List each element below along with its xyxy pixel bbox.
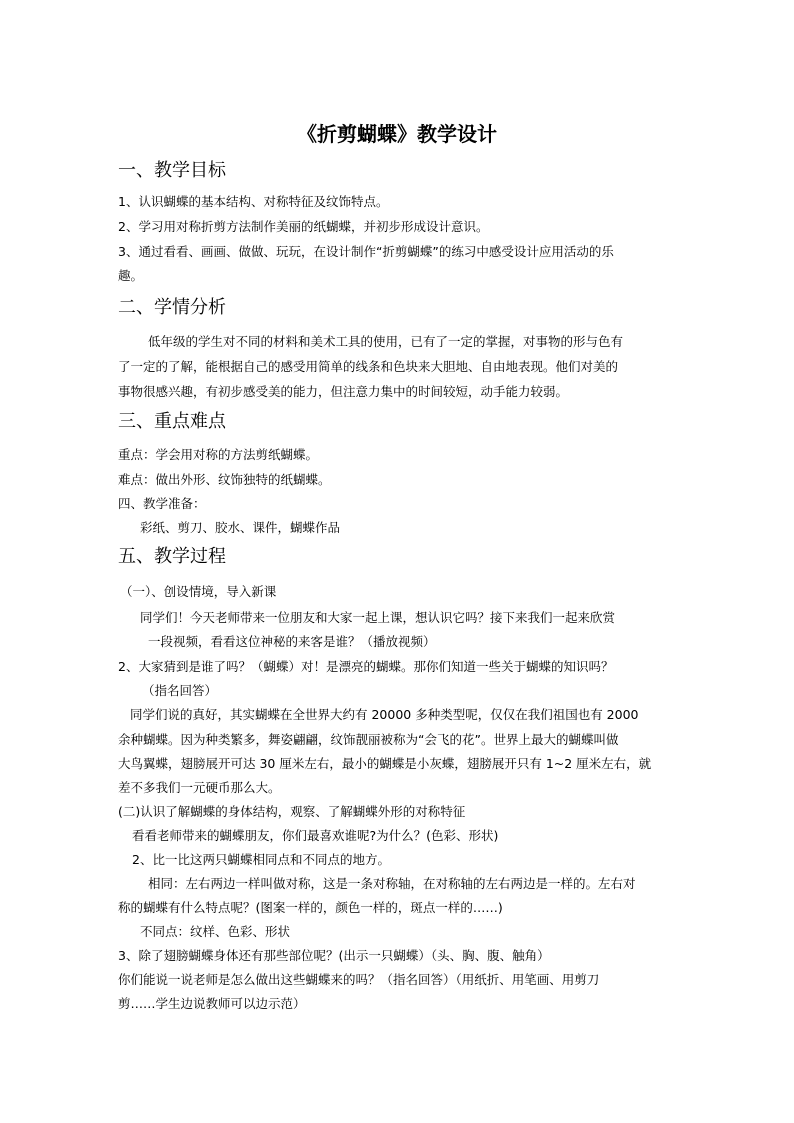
goal-line-3a: 3、通过看看、画画、做做、玩玩，在设计制作“折剪蝴蝶”的练习中感受设计应用活动的乐 — [118, 244, 614, 259]
process-line-6: 同学们说的真好，其实蝴蝶在全世界大约有 20000 多种类型呢，仅仅在我们祖国也有 2000 — [130, 707, 639, 722]
prep-heading: 四、教学准备： — [118, 496, 206, 511]
prep-items: 彩纸、剪刀、胶水、课件，蝴蝶作品 — [140, 520, 341, 535]
process-line-3: 一段视频，看看这位神秘的来客是谁？（播放视频） — [148, 634, 436, 649]
key-line-2: 难点：做出外形、纹饰独特的纸蝴蝶。 — [118, 472, 331, 487]
analysis-line-2: 了一定的了解，能根据自己的感受用简单的线条和色块来大胆地、自由地表现。他们对美的 — [118, 359, 619, 374]
section-heading-analysis: 二、学情分析 — [118, 297, 226, 318]
analysis-line-1: 低年级的学生对不同的材料和美术工具的使用，已有了一定的掌握，对事物的形与色有 — [148, 334, 624, 349]
process-line-2: 同学们！今天老师带来一位朋友和大家一起上课，想认识它吗？接下来我们一起来欣赏 — [140, 610, 616, 625]
process-line-5: （指名回答） — [142, 683, 218, 698]
section-heading-goals: 一、教学目标 — [118, 160, 226, 181]
process-line-9: 差不多我们一元硬币那么大。 — [118, 780, 281, 795]
process-line-8: 大鸟翼蝶，翅膀展开可达 30 厘米左右，最小的蝴蝶是小灰蝶，翅膀展开只有 1~2 厘米左右，就 — [118, 756, 652, 771]
document-title: 《折剪蝴蝶》教学设计 — [297, 122, 497, 146]
goal-line-3b: 趣。 — [118, 268, 144, 283]
process-line-15: 不同点：纹样、色彩、形状 — [140, 924, 291, 939]
process-line-12: 2、比一比这两只蝴蝶相同点和不同点的地方。 — [132, 852, 390, 867]
process-line-4: 2、大家猜到是谁了吗？（蝴蝶）对！是漂亮的蝴蝶。那你们知道一些关于蝴蝶的知识吗？ — [118, 659, 614, 674]
process-line-14: 称的蝴蝶有什么特点呢？(图案一样的，颜色一样的，斑点一样的……) — [118, 900, 503, 915]
process-line-11: 看看老师带来的蝴蝶朋友，你们最喜欢谁呢?为什么？(色彩、形状) — [132, 828, 499, 843]
process-line-17: 你们能说一说老师是怎么做出这些蝴蝶来的吗？（指名回答）（用纸折、用笔画、用剪刀 — [118, 972, 600, 987]
process-line-13: 相同：左右两边一样叫做对称，这是一条对称轴，在对称轴的左右两边是一样的。左右对 — [148, 876, 636, 891]
section-heading-process: 五、教学过程 — [118, 546, 226, 567]
analysis-line-3: 事物很感兴趣，有初步感受美的能力，但注意力集中的时间较短，动手能力较弱。 — [118, 384, 569, 399]
process-line-7: 余种蝴蝶。因为种类繁多，舞姿翩翩，纹饰靓丽被称为“会飞的花”。世界上最大的蝴蝶叫做 — [118, 732, 619, 747]
process-line-18: 剪……学生边说教师可以边示范） — [118, 996, 306, 1011]
section-heading-keypoints: 三、重点难点 — [118, 411, 226, 432]
process-line-1: （一）、创设情境，导入新课 — [120, 584, 277, 599]
goal-line-1: 1、认识蝴蝶的基本结构、对称特征及纹饰特点。 — [118, 194, 389, 209]
process-line-10: (二)认识了解蝴蝶的身体结构，观察、了解蝴蝶外形的对称特征 — [118, 804, 466, 819]
process-line-16: 3、除了翅膀蝴蝶身体还有那些部位呢？(出示一只蝴蝶）（头、胸、腹、触角） — [118, 948, 550, 963]
goal-line-2: 2、学习用对称折剪方法制作美丽的纸蝴蝶，并初步形成设计意识。 — [118, 219, 489, 234]
key-line-1: 重点：学会用对称的方法剪纸蝴蝶。 — [118, 447, 319, 462]
